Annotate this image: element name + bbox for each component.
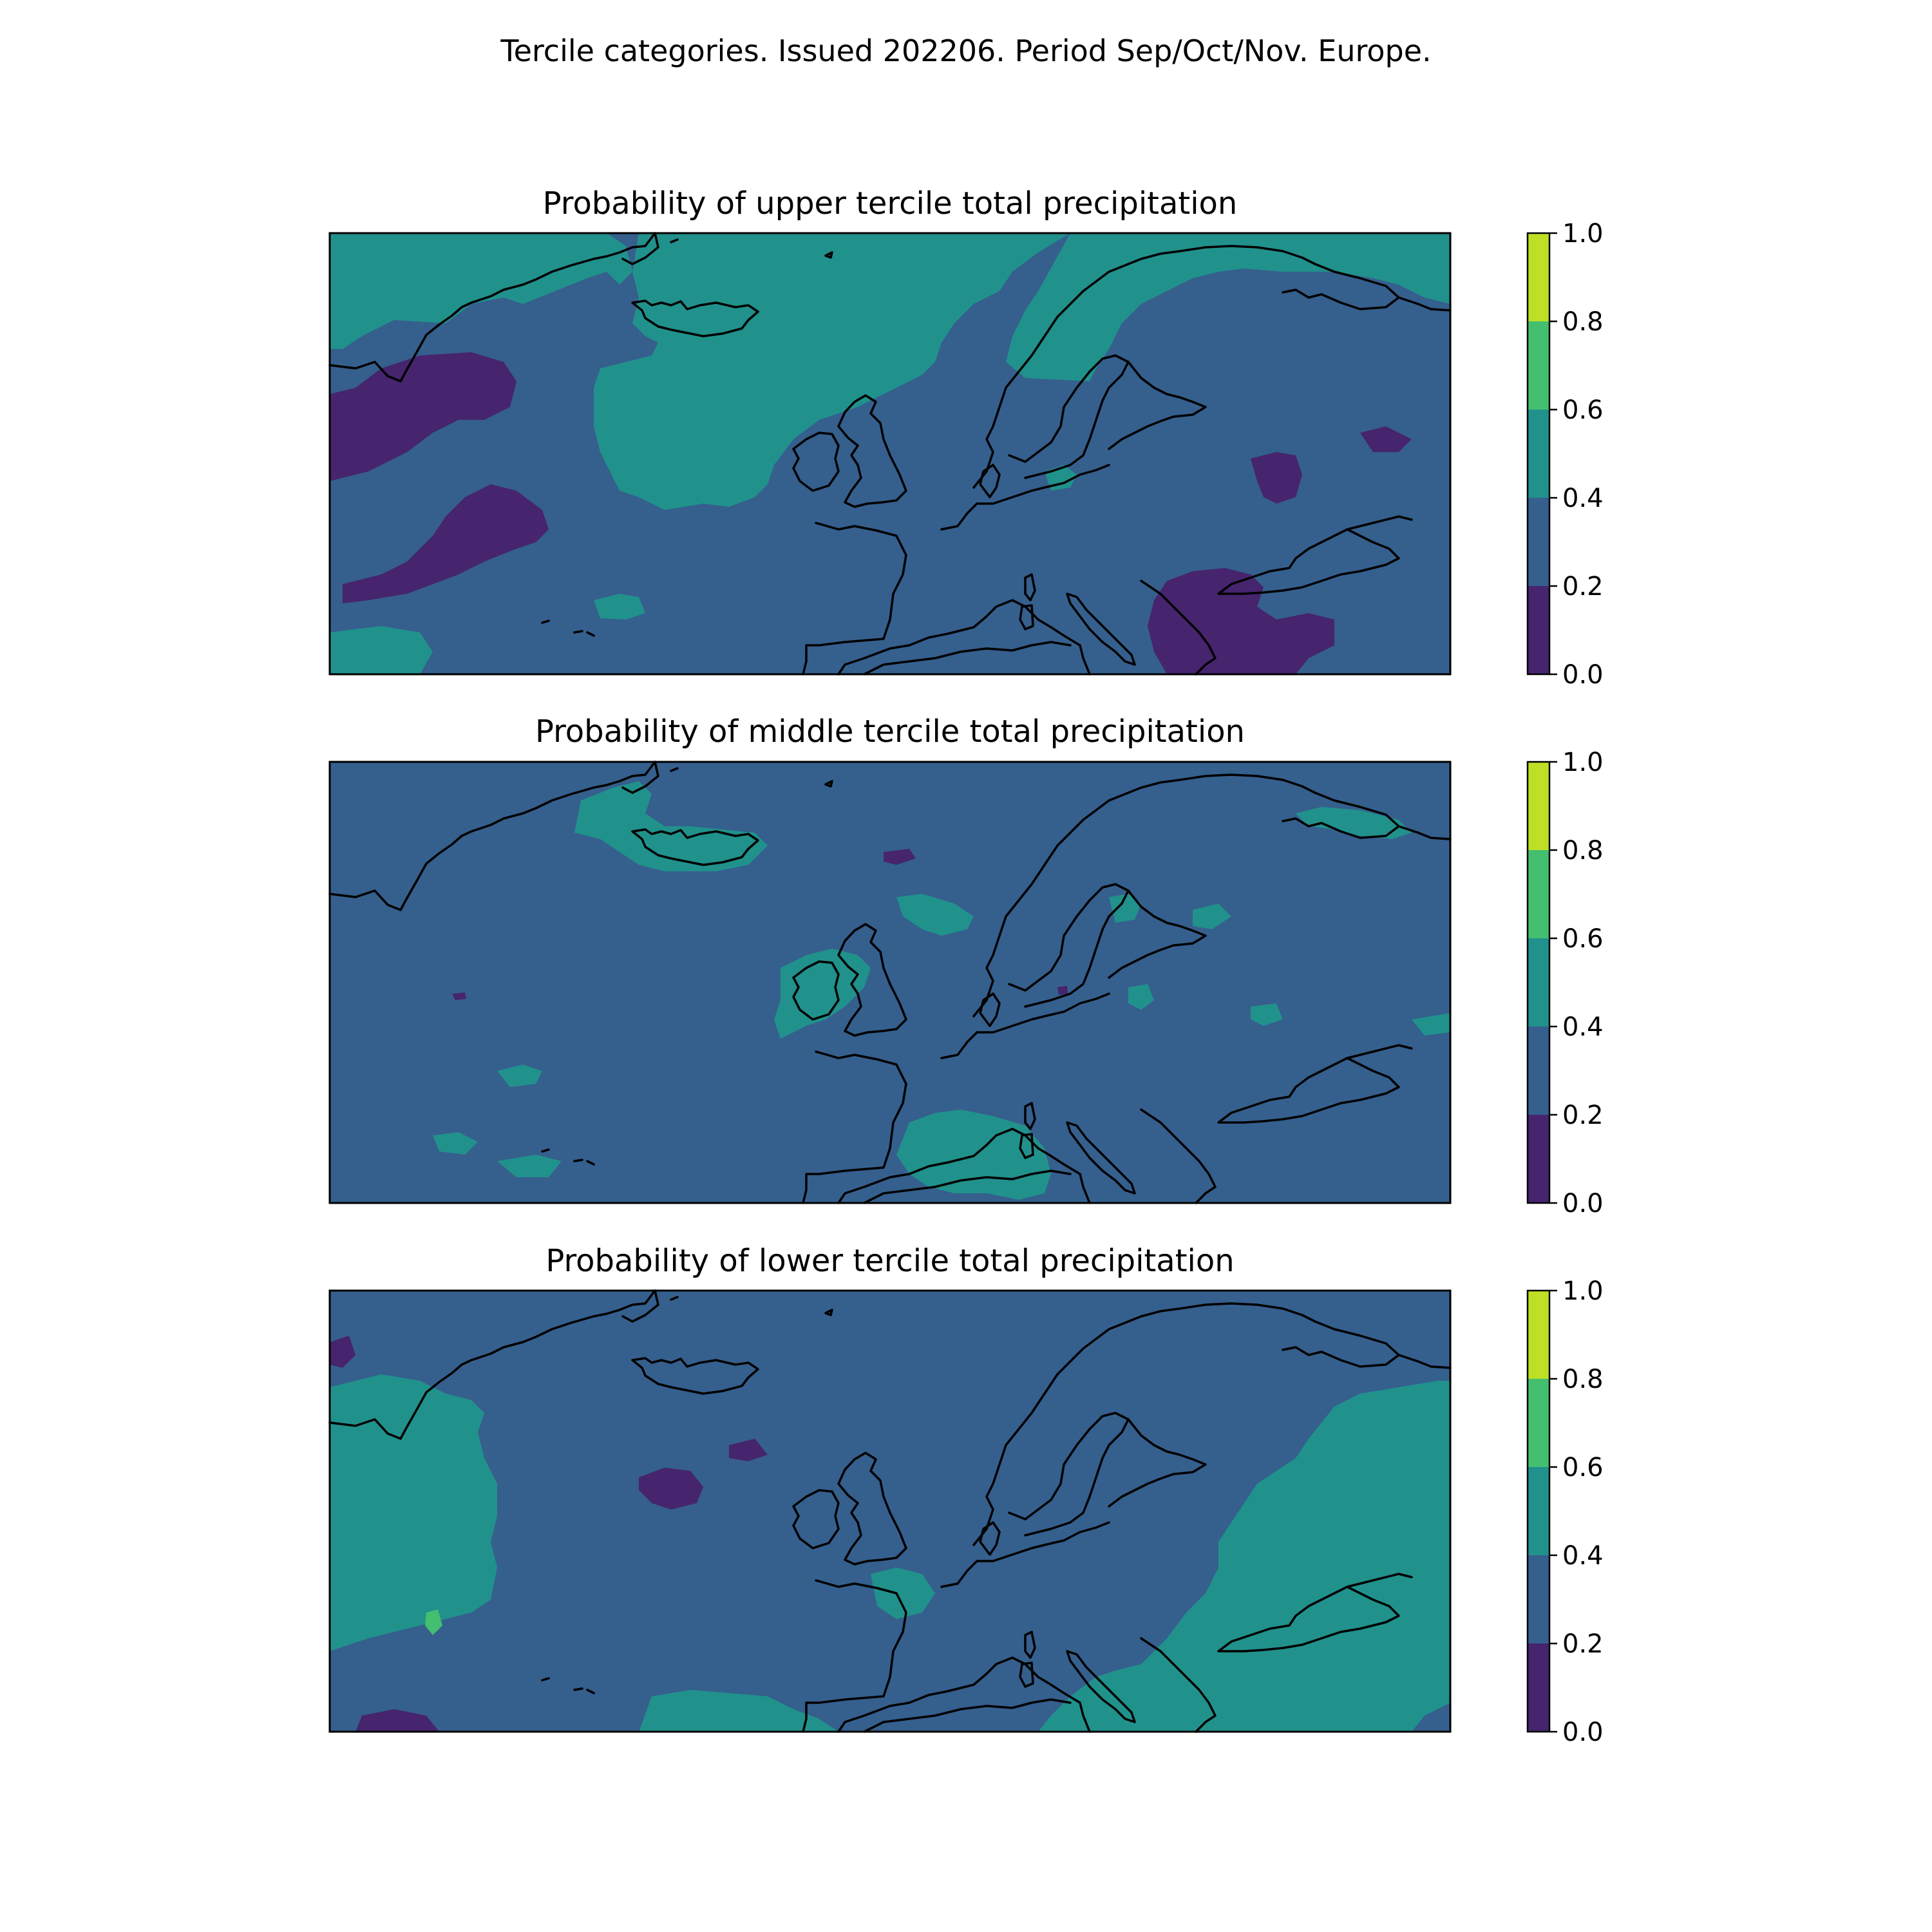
figure-title: Tercile categories. Issued 202206. Period Sep/Oct/Nov. Europe. [500,33,1432,68]
colorbar-tick-label: 0.0 [1562,1189,1604,1218]
colorbar-bin [1528,233,1549,321]
colorbar-bin [1528,410,1549,498]
colorbar-bin [1528,498,1549,586]
colorbar-bin [1528,1555,1549,1643]
colorbar-1 [1528,748,1604,1218]
map-panel-upper [330,233,1450,674]
colorbar-bin [1528,1291,1549,1379]
colorbar-tick-label: 0.2 [1562,572,1604,601]
colorbar-tick-label: 0.8 [1562,307,1604,337]
colorbar-tick-label: 1.0 [1562,748,1604,777]
colorbar-bin [1528,850,1549,938]
panel-title-lower: Probability of lower tercile total precipitation [545,1243,1235,1279]
colorbar-tick-label: 0.6 [1562,395,1604,425]
middle-region-16 [1057,986,1068,995]
colorbar-tick-label: 0.6 [1562,924,1604,954]
colorbar-tick-label: 0.4 [1562,1541,1604,1571]
colorbar-tick-label: 0.2 [1562,1629,1604,1659]
upper-region-4 [330,626,433,674]
colorbar-bin [1528,586,1549,674]
colorbar-tick-label: 1.0 [1562,1276,1604,1306]
map-panel-lower [330,1291,1450,1732]
colorbar-bin [1528,1115,1549,1203]
colorbar-tick-label: 0.8 [1562,836,1604,866]
colorbar-bin [1528,762,1549,850]
colorbar-tick-label: 0.6 [1562,1453,1604,1482]
colorbar-tick-label: 0.4 [1562,1012,1604,1042]
panel-title-upper: Probability of upper tercile total precipitation [542,185,1238,222]
colorbar-tick-label: 1.0 [1562,219,1604,249]
colorbar-bin [1528,1379,1549,1467]
colorbar-tick-label: 0.8 [1562,1365,1604,1394]
colorbars [1528,219,1604,1747]
colorbar-bin [1528,1027,1549,1115]
colorbar-tick-label: 0.0 [1562,660,1604,690]
colorbar-tick-label: 0.2 [1562,1101,1604,1130]
colorbar-bin [1528,1643,1549,1732]
colorbar-0 [1528,219,1604,690]
panel-title-middle: Probability of middle tercile total precipitation [535,714,1245,750]
colorbar-2 [1528,1276,1604,1747]
colorbar-bin [1528,321,1549,410]
colorbar-bin [1528,1467,1549,1555]
colorbar-bin [1528,938,1549,1027]
map-panel-middle [330,762,1450,1203]
colorbar-tick-label: 0.0 [1562,1718,1604,1747]
colorbar-tick-label: 0.4 [1562,484,1604,513]
